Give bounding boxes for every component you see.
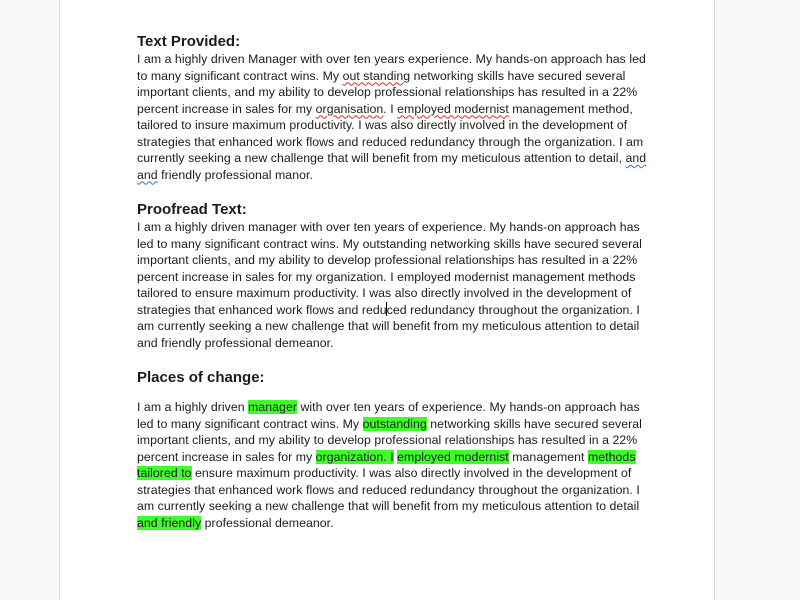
change-highlight: manager bbox=[248, 400, 297, 414]
change-highlight: organization. I bbox=[315, 449, 394, 464]
spellcheck-mark: employed modernist bbox=[397, 101, 509, 116]
section-text-provided bbox=[137, 33, 647, 183]
document-page[interactable] bbox=[59, 0, 715, 600]
section-paragraph[interactable]: I am a highly driven manager with over ten years of experience. My hands-on approach has led to many significant contract wins. My outstanding networking skills have secured several important clients, and my ability to develop professional relationships has resulted in a 22% percent increase in sales for my organization. I employed modernist management methods tailored to ensure maximum productivity. I was also directly involved in the development of strategies that enhanced work flows and reduced redundancy throughout the organization. I am currently seeking a new challenge that will benefit from my meticulous attention to detail and friendly professional demeanor. bbox=[137, 220, 642, 350]
change-highlight: outstanding bbox=[362, 416, 427, 431]
change-highlight: methods tailored to bbox=[137, 449, 636, 480]
change-highlight: and friendly bbox=[137, 515, 202, 530]
section-paragraph[interactable]: I am a highly driven manager with over ten years of experience. My hands-on approach has led to many significant contract wins. My outstanding networking skills have secured several important clients, and my ability to develop professional relationships has resulted in a 22% percent increase in sales for my organization. I employed modernist management methods tailored to ensure maximum productivity. I was also directly involved in the development of strategies that enhanced work flows and reduced redundancy throughout the organization. I am currently seeking a new challenge that will benefit from my meticulous attention to detail and friendly professional demeanor. bbox=[137, 400, 642, 530]
section-places-of-change bbox=[137, 369, 647, 531]
section-heading: Text Provided: bbox=[137, 33, 241, 50]
change-highlight: employed modernist bbox=[397, 449, 509, 464]
section-heading: Proofread Text: bbox=[137, 201, 247, 218]
section-proofread-text bbox=[137, 201, 647, 351]
document-body[interactable] bbox=[137, 33, 647, 531]
spellcheck-mark: out standing bbox=[342, 68, 411, 83]
spellcheck-mark: organisation bbox=[315, 101, 384, 116]
section-heading: Places of change: bbox=[137, 369, 265, 386]
grammar-mark: and and bbox=[137, 151, 647, 182]
section-paragraph[interactable]: I am a highly driven Manager with over ten years experience. My hands-on approach has led to many significant contract wins. My out standing networking skills have secured several important clients, and my ability to develop professional relationships has resulted in a 22% percent increase in sales for my organisation. I employed modernist management method, tailored to insure maximum productivity. I was also directly involved in the development of strategies that enhanced work flows and reduced redundancy through the organization. I am currently seeking a new challenge that will benefit from my meticulous attention to detail, and and friendly professional manor. bbox=[137, 52, 647, 182]
text-cursor bbox=[386, 302, 387, 316]
